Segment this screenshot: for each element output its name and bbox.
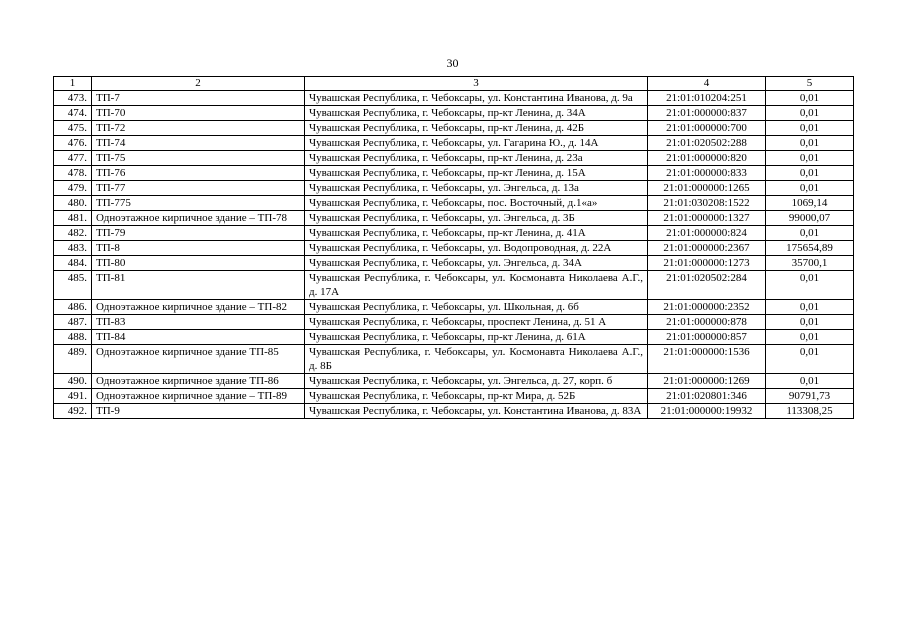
object-name: ТП-75 [92, 151, 305, 166]
table-row [54, 271, 854, 300]
table-row [54, 226, 854, 241]
row-number: 481. [54, 211, 92, 226]
object-value: 113308,25 [766, 404, 854, 419]
column-header: 3 [305, 77, 648, 91]
cadastral-number: 21:01:000000:1273 [648, 256, 766, 271]
row-number: 475. [54, 121, 92, 136]
column-header: 2 [92, 77, 305, 91]
object-address: Чувашская Республика, г. Чебоксары, пос. Восточный, д.1«а» [305, 196, 648, 211]
row-number: 477. [54, 151, 92, 166]
cadastral-number: 21:01:000000:1269 [648, 374, 766, 389]
object-value: 0,01 [766, 374, 854, 389]
cadastral-number: 21:01:000000:857 [648, 330, 766, 345]
object-name: ТП-74 [92, 136, 305, 151]
row-number: 492. [54, 404, 92, 419]
table-row [54, 151, 854, 166]
object-address: Чувашская Республика, г. Чебоксары, проспект Ленина, д. 51 А [305, 315, 648, 330]
row-number: 483. [54, 241, 92, 256]
object-name: ТП-77 [92, 181, 305, 196]
row-number: 491. [54, 389, 92, 404]
object-value: 99000,07 [766, 211, 854, 226]
cadastral-number: 21:01:000000:824 [648, 226, 766, 241]
cadastral-number: 21:01:000000:2352 [648, 300, 766, 315]
cadastral-number: 21:01:000000:833 [648, 166, 766, 181]
object-value: 0,01 [766, 151, 854, 166]
object-address: Чувашская Республика, г. Чебоксары, ул. Константина Иванова, д. 9а [305, 91, 648, 106]
object-address: Чувашская Республика, г. Чебоксары, ул. Константина Иванова, д. 83А [305, 404, 648, 419]
object-name: ТП-79 [92, 226, 305, 241]
object-address: Чувашская Республика, г. Чебоксары, пр-кт Ленина, д. 61А [305, 330, 648, 345]
row-number: 487. [54, 315, 92, 330]
table-row [54, 211, 854, 226]
object-name: Одноэтажное кирпичное здание – ТП-89 [92, 389, 305, 404]
table-row [54, 196, 854, 211]
column-number-row [54, 77, 854, 91]
object-value: 0,01 [766, 271, 854, 300]
object-address: Чувашская Республика, г. Чебоксары, ул. Энгельса, д. 27, корп. б [305, 374, 648, 389]
cadastral-number: 21:01:030208:1522 [648, 196, 766, 211]
object-address: Чувашская Республика, г. Чебоксары, пр-кт Ленина, д. 23а [305, 151, 648, 166]
row-number: 476. [54, 136, 92, 151]
object-value: 175654,89 [766, 241, 854, 256]
object-value: 0,01 [766, 315, 854, 330]
object-name: ТП-8 [92, 241, 305, 256]
column-header: 1 [54, 77, 92, 91]
row-number: 478. [54, 166, 92, 181]
table-row [54, 91, 854, 106]
row-number: 480. [54, 196, 92, 211]
row-number: 484. [54, 256, 92, 271]
object-address: Чувашская Республика, г. Чебоксары, пр-кт Ленина, д. 42Б [305, 121, 648, 136]
table-row [54, 345, 854, 374]
object-name: ТП-84 [92, 330, 305, 345]
row-number: 486. [54, 300, 92, 315]
property-table [53, 76, 854, 419]
row-number: 474. [54, 106, 92, 121]
table-body [54, 91, 854, 419]
object-value: 0,01 [766, 166, 854, 181]
object-value: 35700,1 [766, 256, 854, 271]
table-row [54, 300, 854, 315]
row-number: 479. [54, 181, 92, 196]
table-row [54, 374, 854, 389]
object-name: ТП-83 [92, 315, 305, 330]
cadastral-number: 21:01:020502:288 [648, 136, 766, 151]
object-name: ТП-72 [92, 121, 305, 136]
table-row [54, 330, 854, 345]
object-value: 0,01 [766, 91, 854, 106]
object-name: Одноэтажное кирпичное здание ТП-86 [92, 374, 305, 389]
table-row [54, 256, 854, 271]
table-row [54, 315, 854, 330]
object-name: ТП-76 [92, 166, 305, 181]
object-address: Чувашская Республика, г. Чебоксары, пр-кт Ленина, д. 34А [305, 106, 648, 121]
object-address: Чувашская Республика, г. Чебоксары, ул. Школьная, д. 6б [305, 300, 648, 315]
object-address: Чувашская Республика, г. Чебоксары, пр-кт Ленина, д. 41А [305, 226, 648, 241]
object-name: ТП-81 [92, 271, 305, 300]
cadastral-number: 21:01:000000:1536 [648, 345, 766, 374]
row-number: 488. [54, 330, 92, 345]
row-number: 490. [54, 374, 92, 389]
table-row [54, 136, 854, 151]
object-value: 0,01 [766, 136, 854, 151]
object-value: 0,01 [766, 121, 854, 136]
table-row [54, 404, 854, 419]
object-address: Чувашская Республика, г. Чебоксары, пр-кт Мира, д. 52Б [305, 389, 648, 404]
cadastral-number: 21:01:020502:284 [648, 271, 766, 300]
cadastral-number: 21:01:010204:251 [648, 91, 766, 106]
object-value: 0,01 [766, 226, 854, 241]
row-number: 485. [54, 271, 92, 300]
table-row [54, 181, 854, 196]
object-name: ТП-7 [92, 91, 305, 106]
object-value: 0,01 [766, 181, 854, 196]
object-name: ТП-9 [92, 404, 305, 419]
object-value: 0,01 [766, 345, 854, 374]
cadastral-number: 21:01:000000:837 [648, 106, 766, 121]
object-value: 90791,73 [766, 389, 854, 404]
object-name: ТП-775 [92, 196, 305, 211]
object-address: Чувашская Республика, г. Чебоксары, ул. Водопроводная, д. 22А [305, 241, 648, 256]
row-number: 482. [54, 226, 92, 241]
cadastral-number: 21:01:000000:700 [648, 121, 766, 136]
cadastral-number: 21:01:000000:820 [648, 151, 766, 166]
object-name: ТП-80 [92, 256, 305, 271]
cadastral-number: 21:01:000000:1327 [648, 211, 766, 226]
table-row [54, 121, 854, 136]
cadastral-number: 21:01:000000:1265 [648, 181, 766, 196]
object-value: 0,01 [766, 330, 854, 345]
object-address: Чувашская Республика, г. Чебоксары, ул. Энгельса, д. 3Б [305, 211, 648, 226]
table-row [54, 241, 854, 256]
object-name: Одноэтажное кирпичное здание ТП-85 [92, 345, 305, 374]
object-address: Чувашская Республика, г. Чебоксары, пр-кт Ленина, д. 15А [305, 166, 648, 181]
object-name: Одноэтажное кирпичное здание – ТП-78 [92, 211, 305, 226]
table-row [54, 166, 854, 181]
cadastral-number: 21:01:020801:346 [648, 389, 766, 404]
page-number: 30 [446, 56, 459, 70]
object-address: Чувашская Республика, г. Чебоксары, ул. Космонавта Николаева А.Г., д. 8Б [305, 345, 648, 374]
cadastral-number: 21:01:000000:2367 [648, 241, 766, 256]
column-header: 4 [648, 77, 766, 91]
table-row [54, 389, 854, 404]
object-address: Чувашская Республика, г. Чебоксары, ул. Энгельса, д. 34А [305, 256, 648, 271]
object-name: Одноэтажное кирпичное здание – ТП-82 [92, 300, 305, 315]
row-number: 473. [54, 91, 92, 106]
column-header: 5 [766, 77, 854, 91]
object-value: 1069,14 [766, 196, 854, 211]
object-address: Чувашская Республика, г. Чебоксары, ул. Космонавта Николаева А.Г., д. 17А [305, 271, 648, 300]
object-address: Чувашская Республика, г. Чебоксары, ул. Энгельса, д. 13а [305, 181, 648, 196]
cadastral-number: 21:01:000000:19932 [648, 404, 766, 419]
table-row [54, 106, 854, 121]
object-value: 0,01 [766, 106, 854, 121]
cadastral-number: 21:01:000000:878 [648, 315, 766, 330]
object-name: ТП-70 [92, 106, 305, 121]
object-address: Чувашская Республика, г. Чебоксары, ул. Гагарина Ю., д. 14А [305, 136, 648, 151]
object-value: 0,01 [766, 300, 854, 315]
row-number: 489. [54, 345, 92, 374]
